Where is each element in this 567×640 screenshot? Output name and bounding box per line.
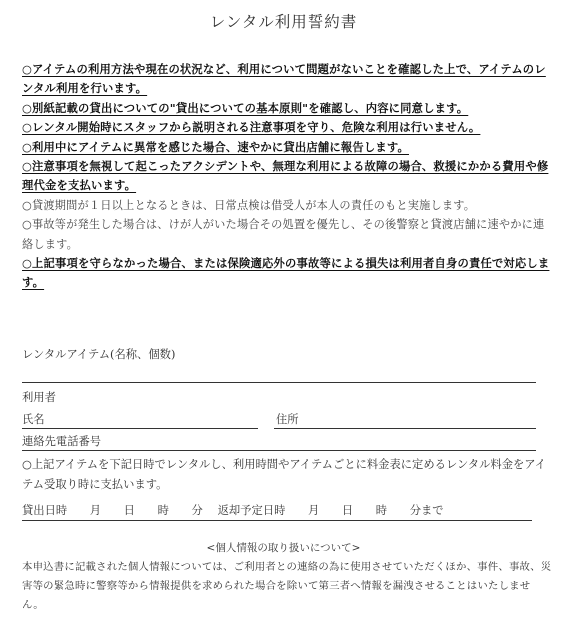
clause-5-text: ○注意事項を無視して起こったアクシデントや、無理な利用による故障の場合、救援にかかる費用や修理代金を支払います。	[22, 159, 549, 193]
clause-4	[22, 138, 552, 157]
clause-5	[22, 157, 552, 196]
clause-8	[22, 254, 552, 293]
privacy-body: 本申込書に記載された個人情報については、ご利用者との連絡の為に使用させていただくほか、事件、事故、災害等の緊急時に警察等から情報提供を求められた場合を除いて第三者へ情報を漏洩させることはいたしません。	[22, 561, 552, 611]
phone-field[interactable]	[22, 450, 536, 451]
clause-1-text: ○アイテムの利用方法や現在の状況など、利用について問題がないことを確認した上で、アイテムのレンタル利用を行います。	[22, 62, 546, 96]
clause-3-text: ○レンタル開始時にスタッフから説明される注意事項を守り、危険な利用は行いません。	[22, 120, 481, 135]
clause-6-text: ○貸渡期間が１日以上となるときは、日常点検は借受人が本人の責任のもと実施します。	[22, 198, 476, 212]
rental-items-label: レンタルアイテム(名称、個数)	[22, 348, 176, 361]
name-field[interactable]	[22, 428, 258, 429]
clause-1	[22, 60, 552, 99]
user-label: 利用者	[22, 391, 56, 404]
name-label: 氏名	[22, 413, 45, 426]
rental-datetime-line[interactable]: 貸出日時 月 日 時 分 返却予定日時 月 日 時 分まで	[22, 502, 532, 521]
clause-7-text: ○事故等が発生した場合は、けが人がいた場合その処置を優先し、その後警察と貸渡店舗に速やかに連絡します。	[22, 218, 545, 251]
clause-3	[22, 118, 552, 137]
clause-4-text: ○利用中にアイテムに異常を感じた場合、速やかに貸出店舗に報告します。	[22, 139, 409, 154]
rental-items-field[interactable]	[22, 382, 536, 383]
document-title: レンタル利用誓約書	[209, 13, 358, 31]
phone-label: 連絡先電話番号	[22, 435, 102, 448]
clause-2-text: ○別紙記載の貸出についての"貸出についての基本原則"を確認し、内容に同意します。	[22, 100, 469, 115]
clause-6	[22, 196, 552, 215]
clause-2	[22, 99, 552, 118]
pledge-clauses	[22, 60, 552, 293]
clause-8-text: ○上記事項を守らなかった場合、または保険適応外の事故等による損失は利用者自身の責任で対応します。	[22, 256, 550, 290]
address-field[interactable]	[274, 428, 536, 429]
address-label: 住所	[276, 413, 299, 426]
privacy-heading: <個人情報の取り扱いについて>	[206, 542, 361, 554]
clause-7	[22, 215, 552, 254]
rental-agreement-text: ○上記アイテムを下記日時でレンタルし、利用時間やアイテムごとに料金表に定めるレンタル料金をアイテム受取り時に支払います。	[22, 458, 546, 491]
